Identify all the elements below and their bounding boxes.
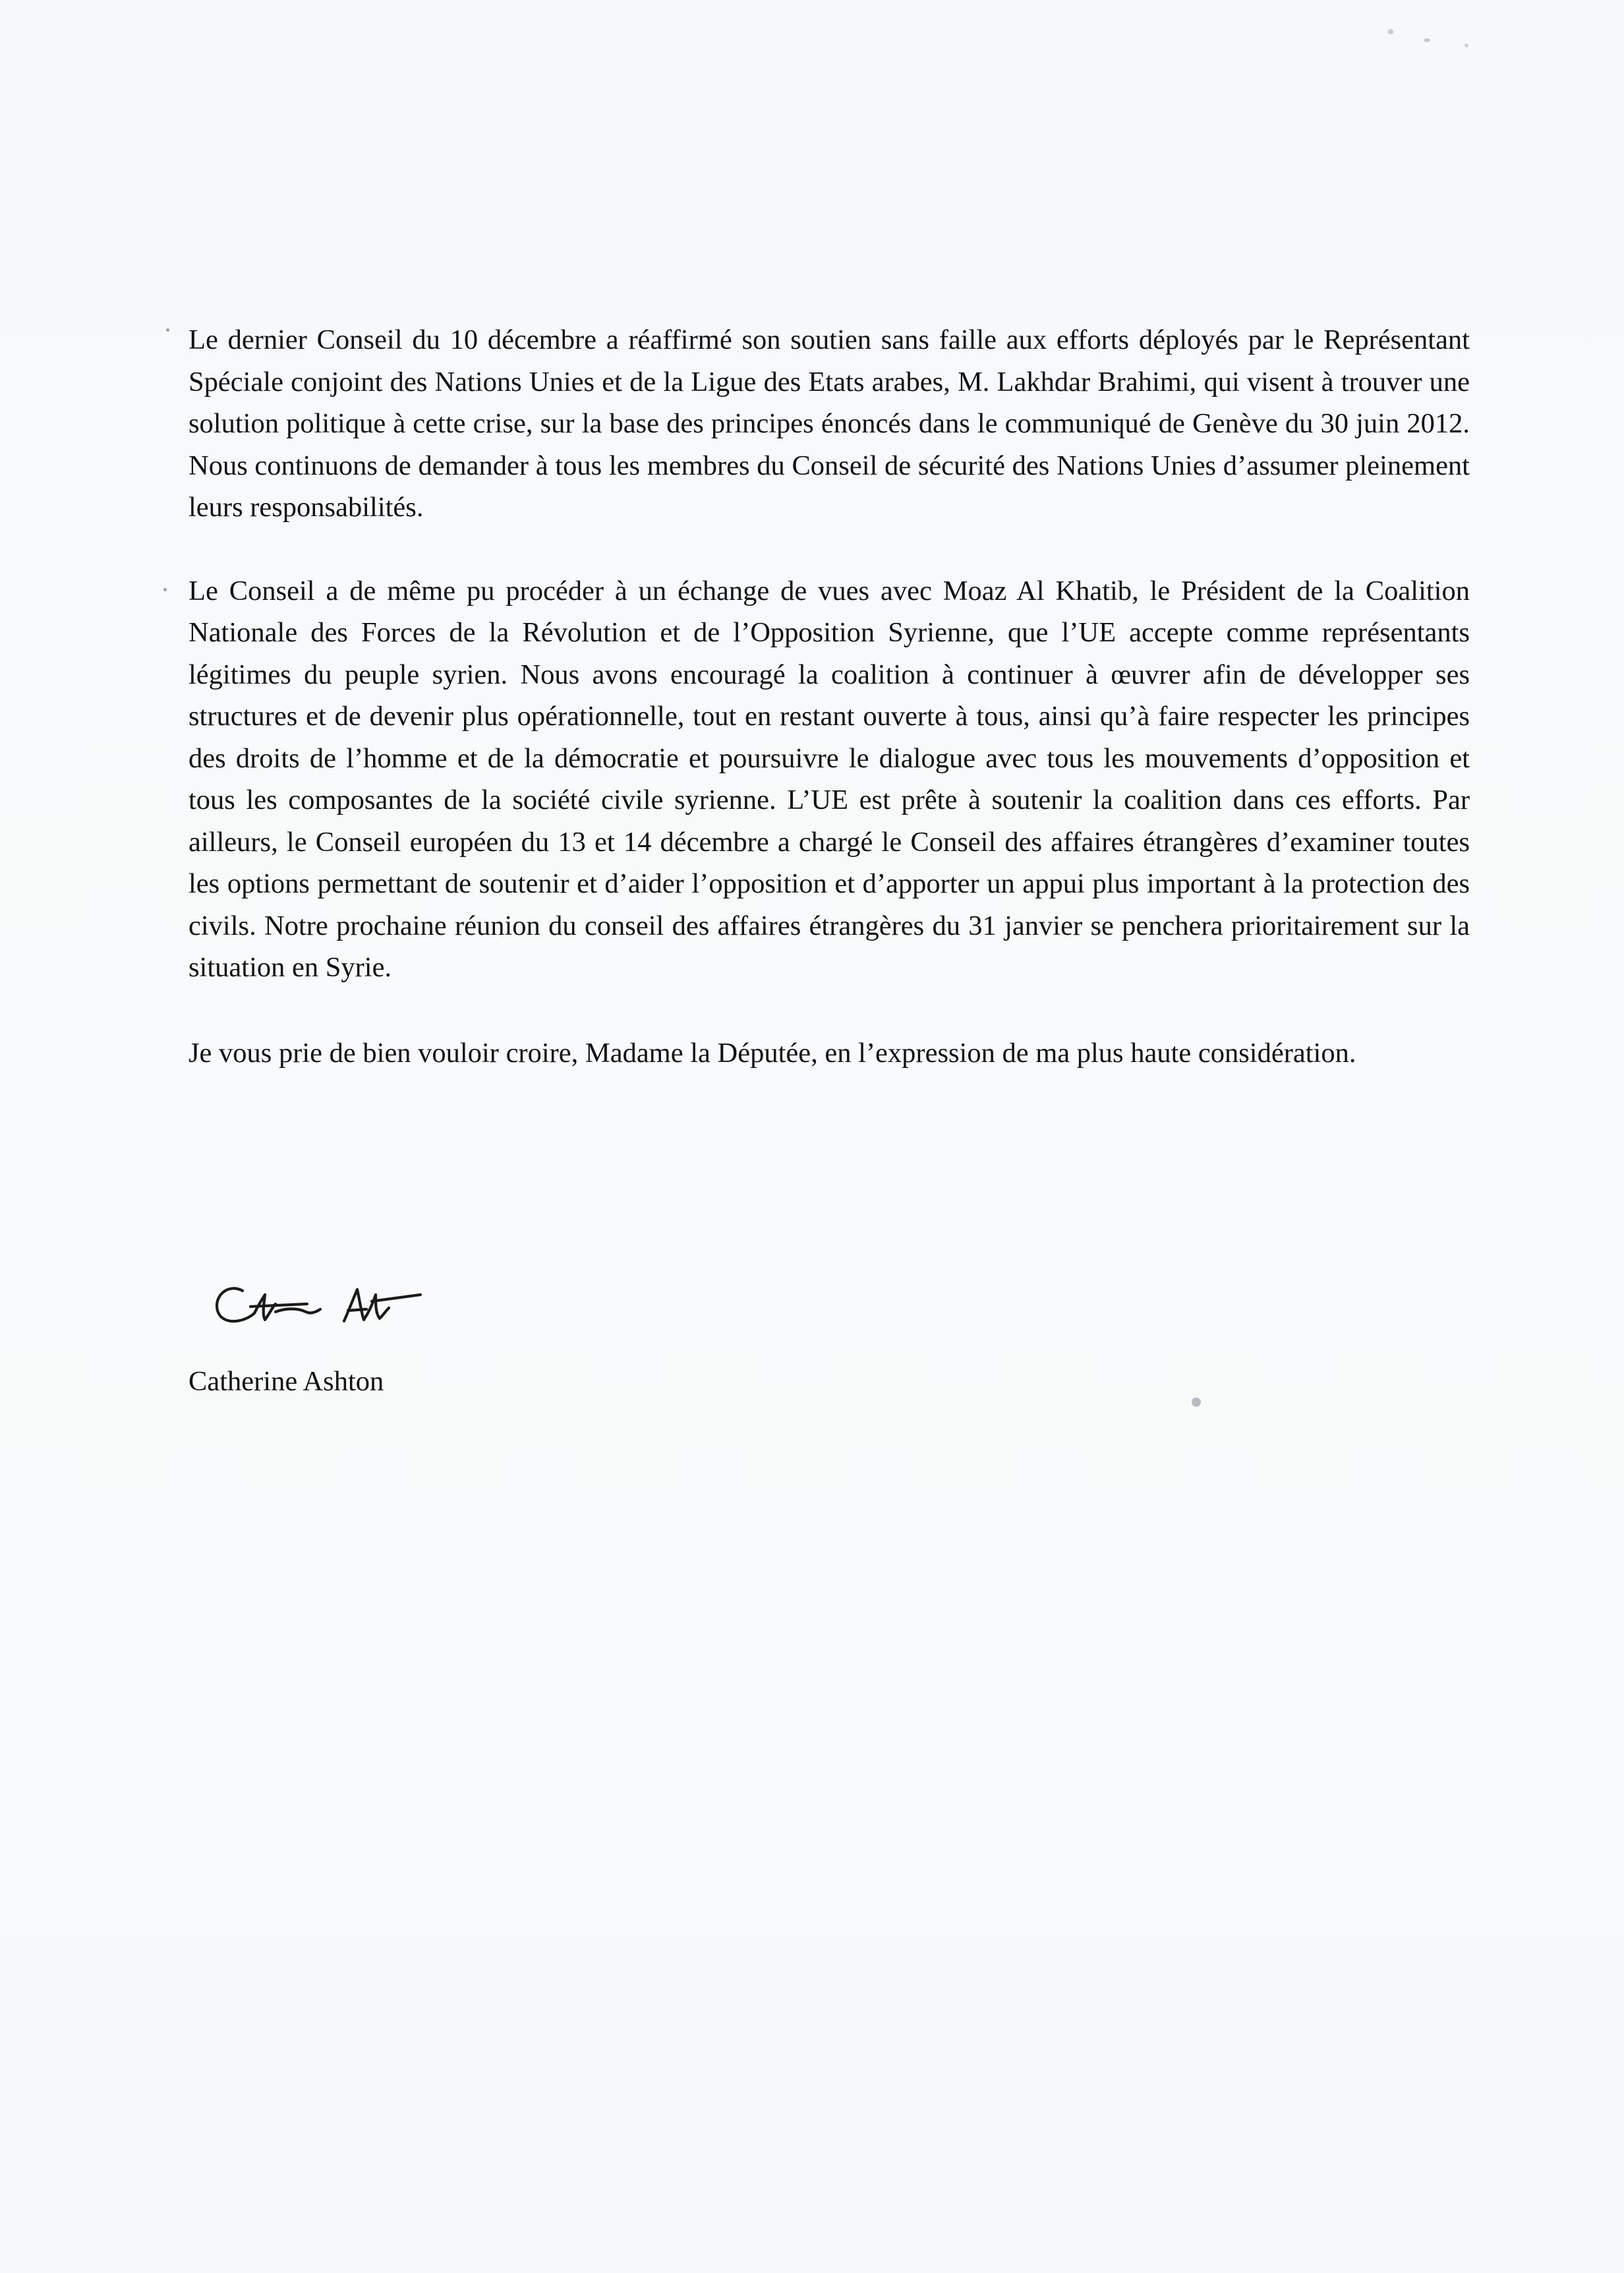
- handwritten-signature: [208, 1271, 432, 1343]
- scan-speck: [1192, 1398, 1201, 1407]
- paragraph-coalition-exchange: Le Conseil a de même pu procéder à un échange de vues avec Moaz Al Khatib, le Président de la Coalition Nationale des Forces de la Révolution et de l’Opposition Syrienne, que l’UE accepte comme représentants légitimes du peuple syrien. Nous avons encouragé la coalition à continuer à œuvrer afin de développer ses structures et de devenir plus opérationnelle, tout en restant ouverte à tous, ainsi qu’à faire respecter les principes des droits de l’homme et de la démocratie et poursuivre le dialogue avec tous les mouvements d’opposition et tous les composantes de la société civile syrienne. L’UE est prête à soutenir la coalition dans ces efforts. Par ailleurs, le Conseil européen du 13 et 14 décembre a chargé le Conseil des affaires étrangères d’examiner toutes les options permettant de soutenir et d’aider l’opposition et d’apporter un appui plus important à la protection des civils. Notre prochaine réunion du conseil des affaires étrangères du 31 janvier se penchera prioritairement sur la situation en Syrie.: [188, 575, 1470, 983]
- scan-speck: [166, 328, 169, 332]
- scan-speck: [163, 588, 167, 591]
- letter-body: [188, 319, 1470, 1074]
- signatory-name: Catherine Ashton: [188, 1366, 384, 1397]
- paragraph-closing-formula: Je vous prie de bien vouloir croire, Madame la Députée, en l’expression de ma plus haute considération.: [188, 1037, 1356, 1069]
- scan-speck: [1424, 38, 1430, 42]
- scan-speck: [1464, 44, 1468, 47]
- scan-speck: [1388, 29, 1393, 34]
- paragraph-council-support: Le dernier Conseil du 10 décembre a réaffirmé son soutien sans faille aux efforts déployés par le Représentant Spéciale conjoint des Nations Unies et de la Ligue des Etats arabes, M. Lakhdar Brahimi, qui visent à trouver une solution politique à cette crise, sur la base des principes énoncés dans le communiqué de Genève du 30 juin 2012. Nous continuons de demander à tous les membres du Conseil de sécurité des Nations Unies d’assumer pleinement leurs responsabilités.: [188, 324, 1470, 523]
